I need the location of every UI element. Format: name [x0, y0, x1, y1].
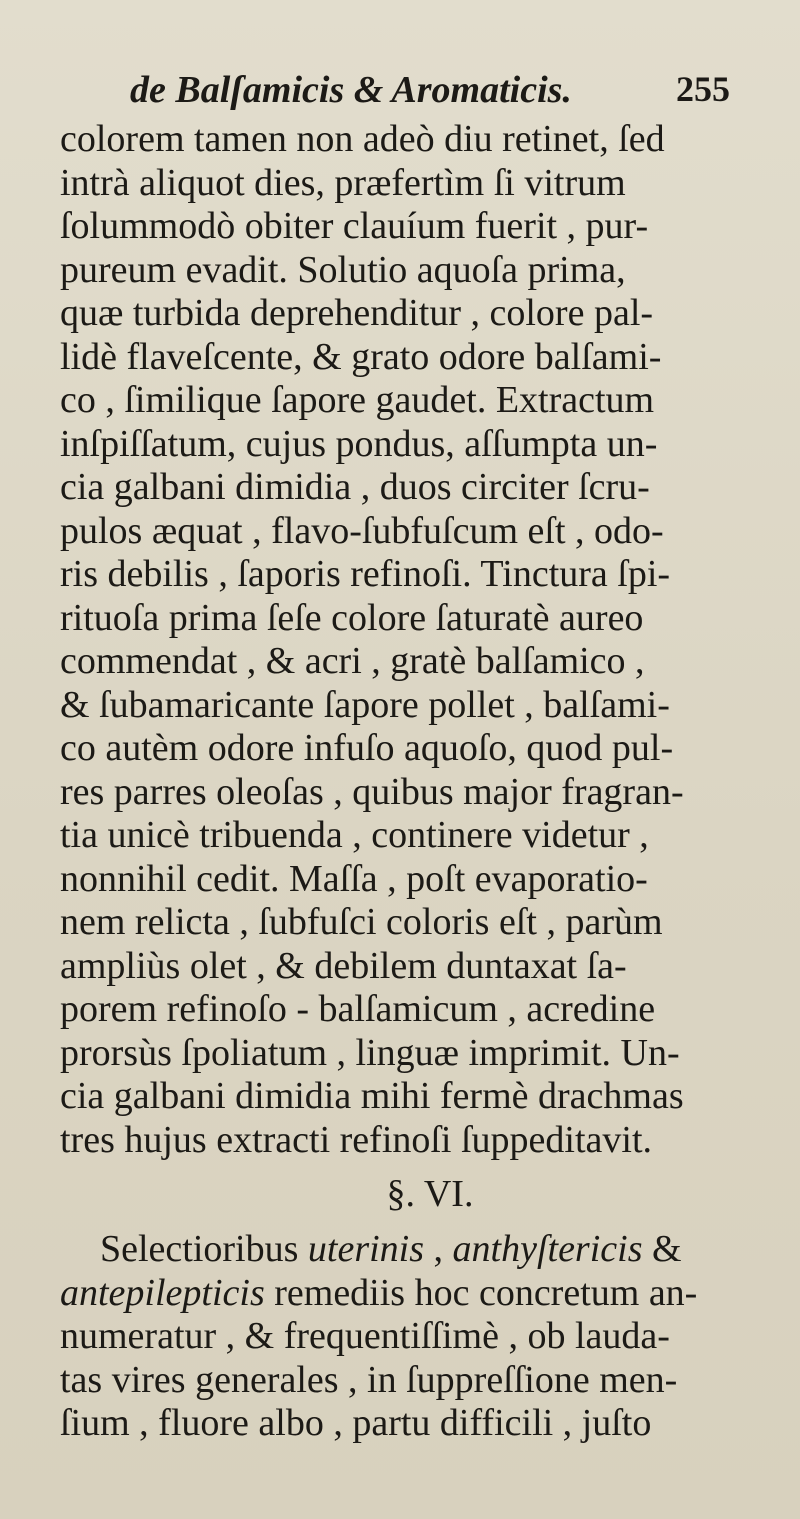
paragraph-2: [60, 1228, 760, 1446]
text-line: ris debilis , ſaporis refinoſi. Tinctura ſpi-: [60, 553, 671, 595]
text-span: ,: [424, 1228, 453, 1270]
text-line: cia galbani dimidia mihi fermè drachmas: [60, 1075, 684, 1117]
italic-term-antepilepticis: antepilepticis: [60, 1271, 265, 1314]
text-line: & ſubamaricante ſapore pollet , balſami-: [60, 683, 670, 726]
text-line: res parres oleoſas , quibus major fragran-: [60, 770, 684, 813]
text-line: colorem tamen non adeò diu retinet, ſed: [60, 118, 665, 160]
italic-term-anthystericis: anthyſtericis: [452, 1228, 643, 1270]
text-line: [60, 1228, 760, 1272]
text-line: quæ turbida deprehenditur , colore pal-: [60, 292, 654, 334]
text-line: intrà aliquot dies, præfertìm ſi vitrum: [60, 161, 626, 204]
text-line: lidè flaveſcente, & grato odore balſami-: [60, 335, 662, 378]
running-head: de Balſamicis & Aromaticis.: [130, 69, 572, 111]
text-line: porem refinoſo - balſamicum , acredine: [60, 988, 656, 1030]
paragraph-1: [60, 118, 760, 1162]
italic-term-uterinis: uterinis: [307, 1228, 425, 1270]
text-line: commendat , & acri , gratè balſamico ,: [60, 640, 645, 682]
page-number: 255: [676, 69, 730, 109]
text-line: numeratur , & frequentiſſimè , ob lauda-: [60, 1315, 670, 1357]
text-line: ampliùs olet , & debilem duntaxat ſa-: [60, 944, 627, 987]
text-line: co , ſimilique ſapore gaudet. Extractum: [60, 379, 655, 421]
text-line: ſolummodò obiter clauíum fuerit , pur-: [60, 205, 649, 247]
text-line: tia unicè tribuenda , continere videtur ,: [60, 814, 649, 856]
section-heading: §. VI.: [386, 1173, 474, 1215]
text-line: tas vires generales , in ſuppreſſione men-: [60, 1358, 678, 1401]
text-span: &: [642, 1228, 682, 1270]
text-line: nonnihil cedit. Maſſa , poſt evaporatio-: [60, 857, 648, 900]
text-span: remediis hoc concretum an-: [264, 1271, 698, 1314]
text-line: inſpiſſatum, cujus pondus, aſſumpta un-: [60, 422, 658, 465]
body-text: [60, 118, 760, 1446]
text-line: pureum evadit. Solutio aquoſa prima,: [60, 248, 626, 291]
text-line: prorsùs ſpoliatum , linguæ imprimit. Un-: [60, 1031, 680, 1074]
text-line: tres hujus extracti refinoſi ſuppeditavit.: [60, 1118, 653, 1161]
text-line: ſium , fluore albo , partu difficili , juſto: [60, 1402, 652, 1444]
page-header: [130, 68, 730, 112]
text-line: cia galbani dimidia , duos circiter ſcru-: [60, 466, 650, 508]
text-line: rituoſa prima ſeſe colore ſaturatè aureo: [60, 596, 644, 639]
text-span: Selectioribus: [100, 1228, 308, 1270]
text-line: [60, 1272, 760, 1316]
text-line: nem relicta , ſubfuſci coloris eſt , parùm: [60, 901, 663, 943]
text-line: co autèm odore infuſo aquoſo, quod pul-: [60, 727, 674, 769]
text-line: pulos æquat , flavo-ſubfuſcum eſt , odo-: [60, 509, 664, 552]
